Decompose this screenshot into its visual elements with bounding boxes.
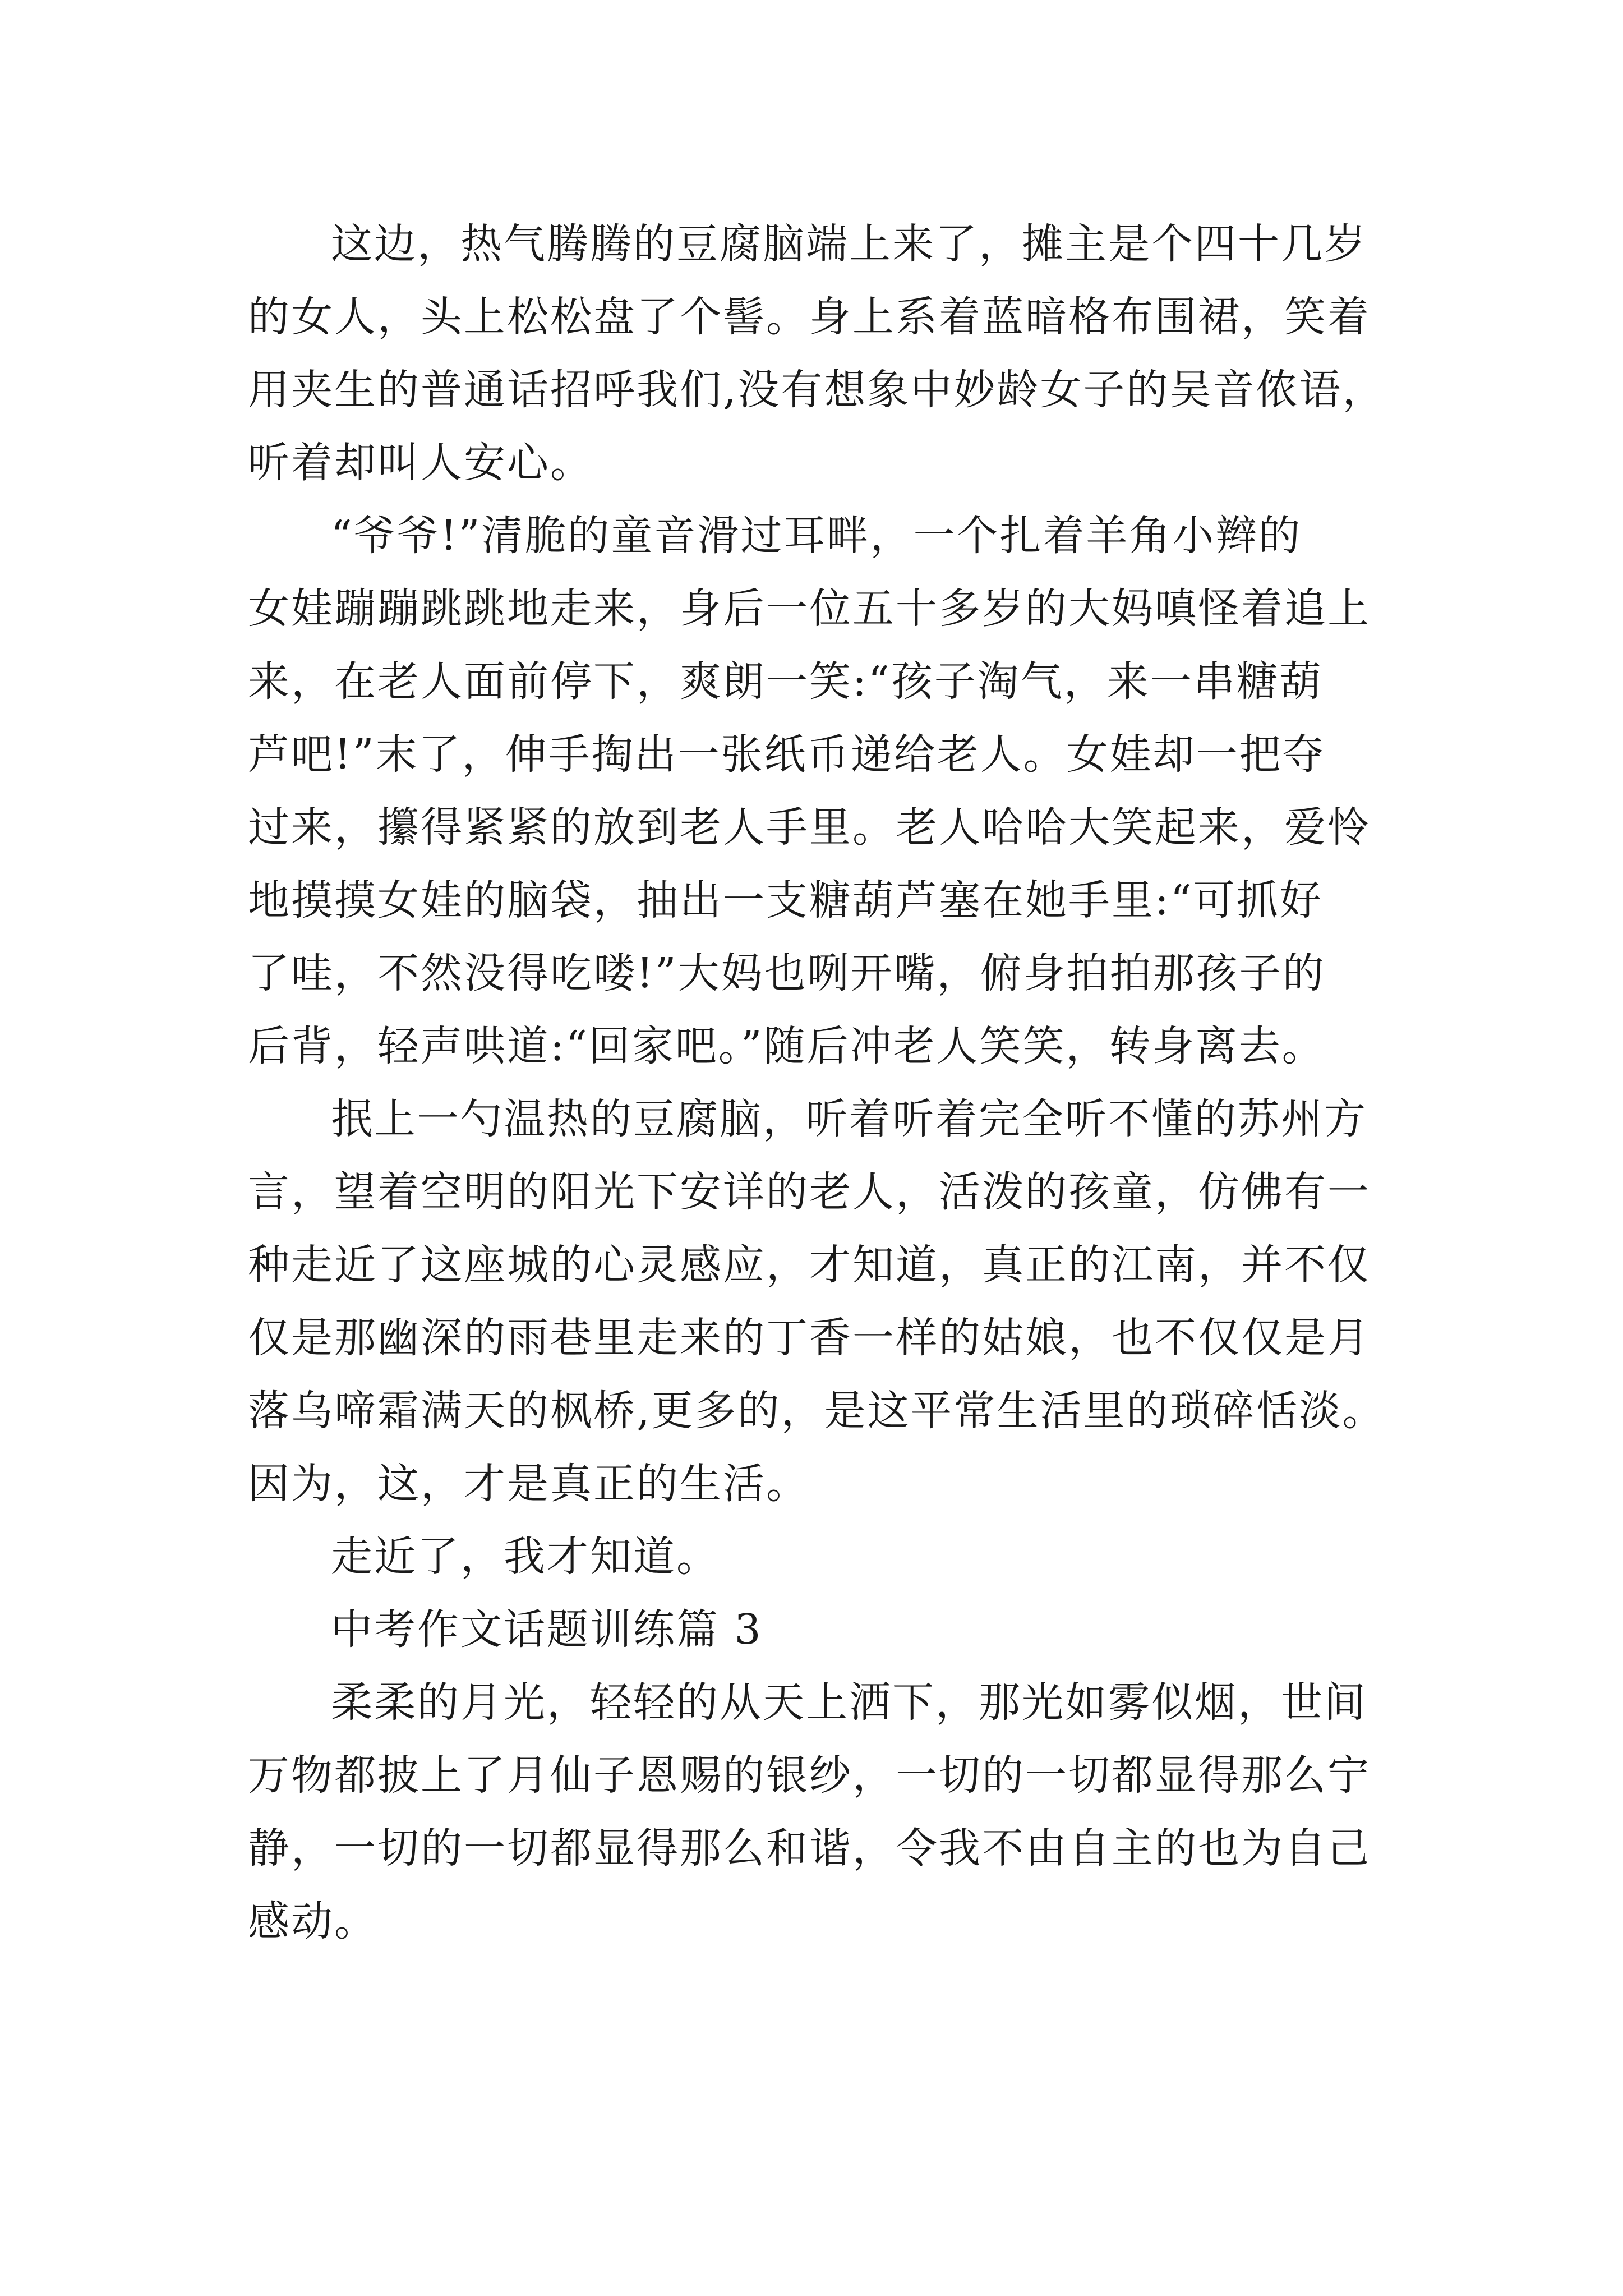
text-line: 仅是那幽深的雨巷里走来的丁香一样的姑娘，也不仅仅是月 — [248, 1314, 1371, 1362]
text-line: 芦吧!”末了，伸手掏出一张纸币递给老人。女娃却一把夺 — [248, 730, 1326, 779]
text-line: 种走近了这座城的心灵感应，才知道，真正的江南，并不仅 — [248, 1241, 1371, 1289]
text-line: 柔柔的月光，轻轻的从天上洒下，那光如雾似烟，世间 — [331, 1678, 1367, 1727]
text-line: 了哇，不然没得吃喽!”大妈也咧开嘴，俯身拍拍那孩子的 — [248, 949, 1326, 997]
text-line: 后背，轻声哄道:“回家吧。”随后冲老人笑笑，转身离去。 — [248, 1022, 1325, 1070]
paragraph — [248, 499, 1426, 1083]
text-line: 的女人，头上松松盘了个髻。身上系着蓝暗格布围裙，笑着 — [248, 293, 1371, 341]
text-line: 中考作文话题训练篇 3 — [331, 1605, 763, 1654]
text-line: 用夹生的普通话招呼我们,没有想象中妙龄女子的吴音侬语， — [248, 366, 1386, 414]
text-line: 来，在老人面前停下，爽朗一笑:“孩子淘气，来一串糖葫 — [248, 657, 1323, 706]
paragraph — [248, 1520, 1426, 1593]
text-line: 过来，攥得紧紧的放到老人手里。老人哈哈大笑起来，爱怜 — [248, 803, 1371, 852]
paragraph — [248, 208, 1426, 499]
text-line: 感动。 — [248, 1897, 377, 1945]
text-line: 因为，这，才是真正的生活。 — [248, 1460, 809, 1508]
text-line: 抿上一勺温热的豆腐脑，听着听着完全听不懂的苏州方 — [331, 1095, 1367, 1143]
text-line: 走近了，我才知道。 — [331, 1533, 720, 1581]
text-line: 静，一切的一切都显得那么和谐，令我不由自主的也为自己 — [248, 1824, 1371, 1872]
paragraph — [248, 1666, 1426, 1958]
section-heading — [248, 1593, 1426, 1666]
text-line: 落乌啼霜满天的枫桥,更多的，是这平常生活里的琐碎恬淡。 — [248, 1387, 1386, 1435]
paragraph — [248, 1083, 1426, 1520]
text-line: 言，望着空明的阳光下安详的老人，活泼的孩童，仿佛有一 — [248, 1168, 1371, 1216]
text-line: 地摸摸女娃的脑袋，抽出一支糖葫芦塞在她手里:“可抓好 — [248, 876, 1323, 924]
text-line: 听着却叫人安心。 — [248, 439, 593, 487]
text-line: 这边，热气腾腾的豆腐脑端上来了，摊主是个四十几岁 — [331, 220, 1367, 268]
text-line: 万物都披上了月仙子恩赐的银纱，一切的一切都显得那么宁 — [248, 1751, 1371, 1800]
text-line: “爷爷!”清脆的童音滑过耳畔，一个扎着羊角小辫的 — [331, 512, 1302, 560]
document-body — [248, 208, 1426, 1958]
text-line: 女娃蹦蹦跳跳地走来，身后一位五十多岁的大妈嗔怪着追上 — [248, 585, 1371, 633]
